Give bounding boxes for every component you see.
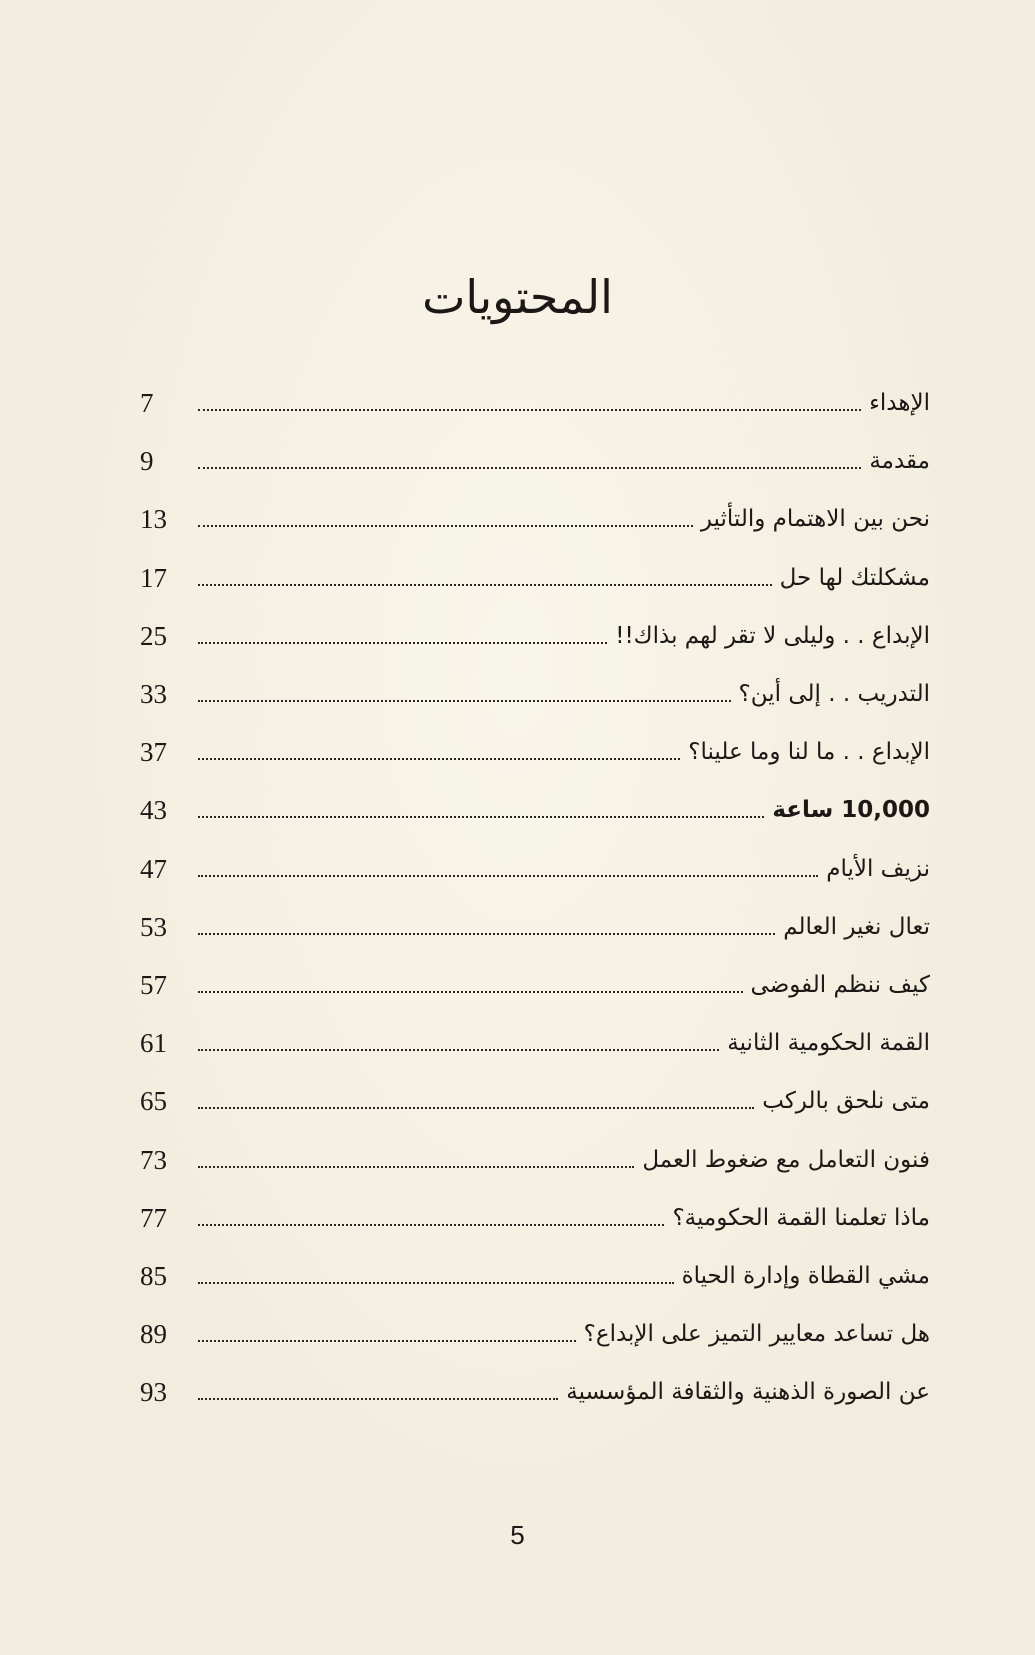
toc-page-number: 57 (140, 970, 167, 1000)
toc-page-number: 73 (140, 1145, 167, 1175)
dot-leader (198, 757, 680, 760)
dot-leader (198, 699, 731, 702)
toc-entry (140, 899, 930, 943)
toc-page-number: 61 (140, 1028, 167, 1058)
toc-page-number: 93 (140, 1377, 167, 1407)
toc-entry-title: مشي القطاة وإدارة الحياة (681, 1263, 930, 1289)
toc-page-number: 89 (140, 1319, 167, 1349)
dot-leader (198, 1165, 634, 1168)
dot-leader (198, 583, 772, 586)
toc-entry-title: القمة الحكومية الثانية (727, 1030, 930, 1056)
toc-entry-title: الإهداء (869, 390, 930, 416)
toc-entry-title: نحن بين الاهتمام والتأثير (700, 506, 930, 532)
toc-entry-title: فنون التعامل مع ضغوط العمل (642, 1147, 930, 1173)
toc-entry-title: مشكلتك لها حل (779, 565, 930, 591)
toc-page-number: 77 (140, 1203, 167, 1233)
toc-page-number: 43 (140, 795, 167, 825)
toc-entry (140, 1073, 930, 1117)
dot-leader (198, 932, 775, 935)
dot-leader (198, 466, 861, 469)
toc-page-number: 17 (140, 563, 167, 593)
toc-entry-title: هل تساعد معايير التميز على الإبداع؟ (583, 1321, 930, 1347)
toc-entry (140, 1190, 930, 1234)
toc-entry-title: 10,000 ساعة (772, 797, 930, 823)
toc-page-number: 37 (140, 737, 167, 767)
toc-page-number: 53 (140, 912, 167, 942)
dot-leader (198, 1397, 558, 1400)
toc-page-number: 13 (140, 504, 167, 534)
toc-entry (140, 608, 930, 652)
toc-page-number: 85 (140, 1261, 167, 1291)
toc-entry-title: مقدمة (869, 448, 930, 474)
toc-entry (140, 550, 930, 594)
dot-leader (198, 408, 861, 411)
toc-page-number: 7 (140, 388, 154, 418)
toc-entry (140, 491, 930, 535)
toc-entry (140, 1306, 930, 1350)
dot-leader (198, 1281, 674, 1284)
toc-entry-title: متى نلحق بالركب (762, 1088, 930, 1114)
toc-entry (140, 433, 930, 477)
toc-page-number: 47 (140, 854, 167, 884)
toc-entry (140, 666, 930, 710)
toc-entry (140, 1248, 930, 1292)
toc-entry-title: تعال نغير العالم (783, 914, 930, 940)
toc-page-number: 65 (140, 1086, 167, 1116)
toc-entry (140, 375, 930, 419)
toc-entry (140, 782, 930, 826)
toc-entry (140, 1132, 930, 1176)
page-title: المحتويات (422, 270, 613, 324)
toc-entry-title: ماذا تعلمنا القمة الحكومية؟ (672, 1205, 930, 1231)
toc-page-number: 33 (140, 679, 167, 709)
dot-leader (198, 1106, 754, 1109)
page-number: 5 (510, 1520, 525, 1550)
dot-leader (198, 1339, 576, 1342)
dot-leader (198, 874, 818, 877)
toc-entry-title: نزيف الأيام (826, 856, 930, 882)
dot-leader (198, 815, 764, 818)
toc-entry-title: عن الصورة الذهنية والثقافة المؤسسية (566, 1379, 930, 1405)
toc-entry-title: الإبداع . . وليلى لا تقر لهم بذاك!! (615, 623, 930, 649)
dot-leader (198, 1048, 719, 1051)
toc-entry (140, 1015, 930, 1059)
toc-entry-title: التدريب . . إلى أين؟ (738, 681, 930, 707)
toc-entry (140, 724, 930, 768)
toc-page-number: 25 (140, 621, 167, 651)
dot-leader (198, 524, 693, 527)
toc-entry-title: كيف ننظم الفوضى (750, 972, 930, 998)
toc-entry (140, 957, 930, 1001)
toc-entry-title: الإبداع . . ما لنا وما علينا؟ (688, 739, 930, 765)
toc-entry (140, 841, 930, 885)
toc-entry (140, 1364, 930, 1408)
dot-leader (198, 990, 743, 993)
toc-page-number: 9 (140, 446, 154, 476)
dot-leader (198, 1223, 664, 1226)
dot-leader (198, 641, 607, 644)
